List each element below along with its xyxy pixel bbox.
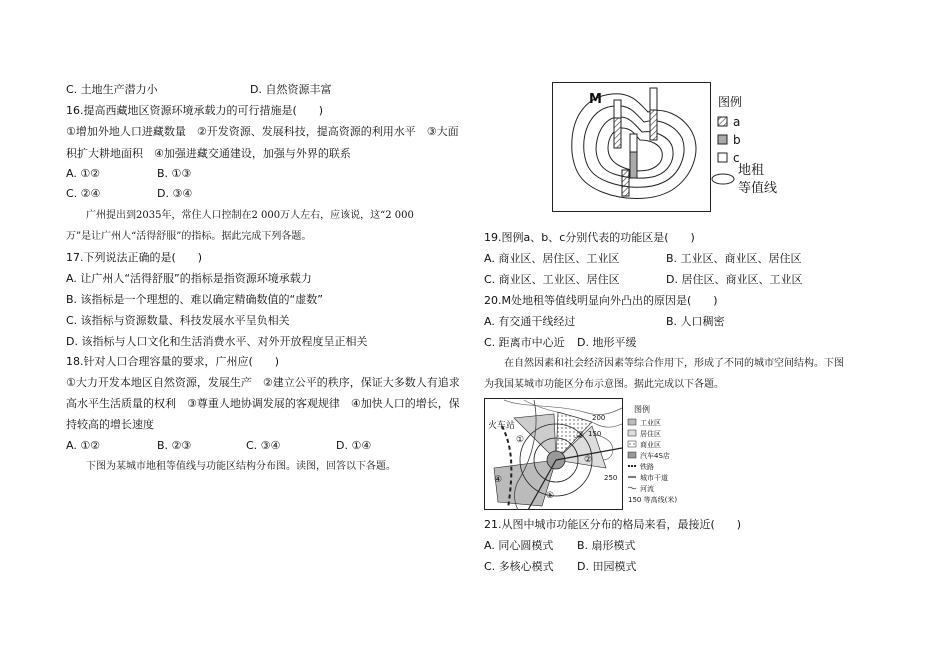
legend-contour-symbol <box>712 174 734 184</box>
q16-option-d: D. ③④ <box>157 187 193 200</box>
q20-option-b: B. 人口稠密 <box>666 315 725 328</box>
q21-option-c: C. 多核心模式 <box>484 560 554 573</box>
q17-stem: 17.下列说法正确的是( ) <box>66 251 203 264</box>
q18-statements-line3: 持较高的增长速度 <box>66 418 154 431</box>
passage-guangzhou-line1: 广州提出到2035年，常住人口控制在2 000万人左右，应该说，这“2 000 <box>86 210 414 221</box>
q18-option-d: D. ①④ <box>336 439 372 452</box>
q19-option-a: A. 商业区、居住区、工业区 <box>484 252 620 265</box>
zone-number-4: ④ <box>494 475 503 485</box>
station-label: 火车站 <box>488 421 516 431</box>
passage-guangzhou-line2: 万”是让广州人“活得舒服”的指标。据此完成下列各题。 <box>66 231 312 242</box>
legend-title: 图例 <box>634 405 650 414</box>
q19-option-b: B. 工业区、商业区、居住区 <box>666 252 802 265</box>
legend-label: 城市干道 <box>640 474 668 482</box>
contour-label: 250 <box>604 474 618 482</box>
q16-option-b: B. ①③ <box>157 167 192 180</box>
q18-option-c: C. ③④ <box>246 439 281 452</box>
zone-number-2: ② <box>584 455 593 465</box>
contour-label: 150 <box>588 430 602 438</box>
legend-label: 工业区 <box>640 419 661 427</box>
legend-label: 河流 <box>640 485 654 493</box>
q21-stem: 21.从图中城市功能区分布的格局来看，最接近( ) <box>484 518 742 531</box>
legend-label-c: c <box>733 151 740 165</box>
legend-swatch <box>628 452 636 458</box>
legend-swatch <box>628 419 636 425</box>
q19-stem: 19.图例a、b、c分别代表的功能区是( ) <box>484 231 695 244</box>
zone-number-5: ⑤ <box>546 491 555 501</box>
passage-urban-line1: 在自然因素和社会经济因素等综合作用下，形成了不同的城市空间结构。下图 <box>504 358 844 369</box>
q19-option-c: C. 商业区、工业区、居住区 <box>484 273 620 286</box>
legend-swatch-a <box>718 117 727 126</box>
q16-stem: 16.提高西藏地区资源环境承载力的可行措施是( ) <box>66 104 324 117</box>
q17-option-a: A. 让广州人“活得舒服”的指标是指资源环境承载力 <box>66 272 312 285</box>
passage-urban-line2: 为我国某城市功能区分布示意图。据此完成以下各题。 <box>484 379 724 390</box>
legend-label-b: b <box>733 133 741 147</box>
legend-title: 图例 <box>718 95 743 109</box>
legend-symbol <box>628 487 636 489</box>
q17-option-c: C. 该指标与资源数量、科技发展水平呈负相关 <box>66 314 290 327</box>
q15-option-d: D. 自然资源丰富 <box>250 83 332 96</box>
legend-label: 居住区 <box>640 430 661 438</box>
q16-statements-line1: ①增加外地人口进藏数量 ②开发资源、发展科技，提高资源的利用水平 ③大面 <box>66 125 459 138</box>
q17-option-d: D. 该指标与人口文化和生活消费水平、对外开放程度呈正相关 <box>66 335 368 348</box>
legend-label: 150 等高线(米) <box>628 496 678 504</box>
bar-b <box>630 152 637 178</box>
q21-option-b: B. 扇形模式 <box>577 539 636 552</box>
legend-contour-label-2: 等值线 <box>738 181 778 196</box>
q21-option-d: D. 田园模式 <box>577 560 637 573</box>
zone-number-3: ③ <box>576 431 585 441</box>
q20-option-a: A. 有交通干线经过 <box>484 315 576 328</box>
urban-function-figure <box>484 398 704 510</box>
legend-swatch-c <box>718 153 727 162</box>
bar-a <box>614 118 621 148</box>
zone-number-1: ① <box>516 435 525 445</box>
passage-figure-intro: 下图为某城市地租等值线与功能区结构分布图。读图，回答以下各题。 <box>86 461 396 472</box>
q18-statements-line2: 高水平生活质量的权利 ③尊重人地协调发展的客观规律 ④加快人口的增长，保 <box>66 397 460 410</box>
legend-contour-label-1: 地租 <box>738 163 765 178</box>
bar-a <box>622 170 629 196</box>
legend-label: 商业区 <box>640 441 661 449</box>
q16-statements-line2: 积扩大耕地面积 ④加强进藏交通建设，加强与外界的联系 <box>66 147 351 160</box>
legend-swatch <box>628 441 636 447</box>
q16-option-a: A. ①② <box>66 167 101 180</box>
q20-option-c: C. 距离市中心近 <box>484 336 565 349</box>
q18-statements-line1: ①大力开发本地区自然资源，发展生产 ②建立公平的秩序，保证大多数人有追求 <box>66 376 460 389</box>
q20-stem: 20.M处地租等值线明显向外凸出的原因是( ) <box>484 294 718 307</box>
m-label: M <box>589 92 602 107</box>
q18-option-a: A. ①② <box>66 439 101 452</box>
q15-option-c: C. 土地生产潜力小 <box>66 83 158 96</box>
q21-option-a: A. 同心圆模式 <box>484 539 554 552</box>
legend-swatch-b <box>718 135 727 144</box>
rent-contour-figure <box>552 82 792 212</box>
q18-option-b: B. ②③ <box>157 439 192 452</box>
legend-label: 铁路 <box>640 463 654 471</box>
q18-stem: 18.针对人口合理容量的要求，广州应( ) <box>66 355 280 368</box>
q16-option-c: C. ②④ <box>66 187 101 200</box>
q17-option-b: B. 该指标是一个理想的、难以确定精确数值的“虚数” <box>66 293 323 306</box>
legend-label-a: a <box>733 115 741 129</box>
q20-option-d: D. 地形平缓 <box>577 336 637 349</box>
bar-a <box>650 110 657 140</box>
legend-label: 汽车4S店 <box>640 452 670 460</box>
legend-swatch <box>628 430 636 436</box>
contour-label: 200 <box>592 414 606 422</box>
q19-option-d: D. 居住区、商业区、工业区 <box>666 273 803 286</box>
